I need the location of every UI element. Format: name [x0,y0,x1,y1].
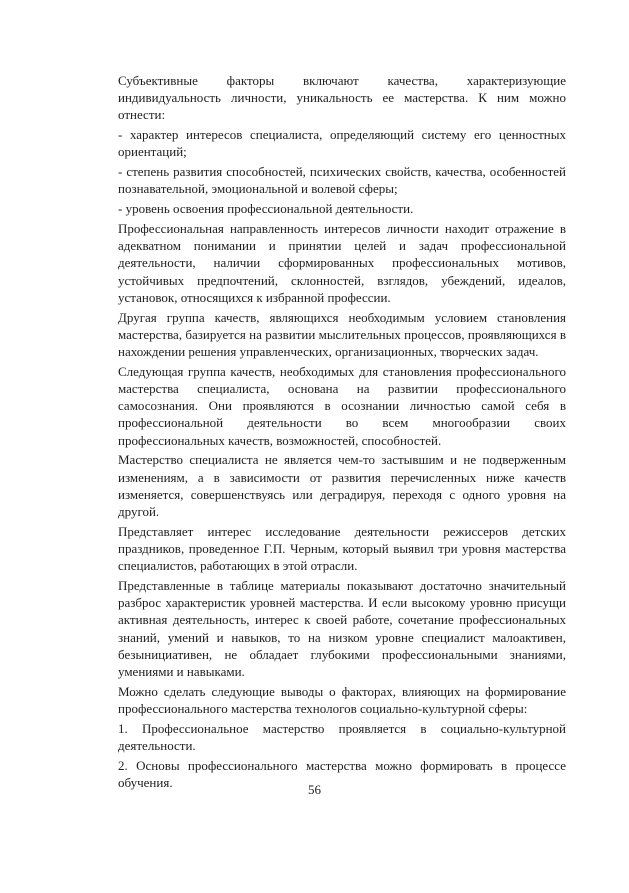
paragraph: Представляет интерес исследование деятельности режиссеров детских праздников, проведенное Г.П. Черным, который выявил три уровня мастерства специалистов, работающих в этой отрасли. [118,523,566,574]
list-item: - степень развития способностей, психических свойств, качества, особенностей познавательной, эмоциональной и волевой сферы; [118,164,566,197]
paragraph: Субъективные факторы включают качества, характеризующие индивидуальность личности, уникальность ее мастерства. К ним можно отнести: [118,73,566,123]
paragraph: Представленные в таблице материалы показывают достаточно значительный разброс характеристик уровней мастерства. И если высокому уровню присущи активная деятельность, интерес к своей работе, сочетание профессиональных знаний, умений и навыков, то на низком уровне специалист малоактивен, безынициативен, не обладает глубокими профессиональными знаниями, умениями и навыками. [118,578,566,680]
paragraph: Профессиональная направленность интересов личности находит отражение в адекватном понимании и принятии целей и задач профессиональной деятельности, наличии сформированных профессиональных мотивов, устойчивых предпочтений, склонностей, взглядов, убеждений, идеалов, установок, относящихся к избранной профессии. [118,221,566,305]
paragraph: Другая группа качеств, являющихся необходимым условием становления мастерства, базируется на развитии мыслительных процессов, проявляющихся в нахождении решения управленческих, организационных, творческих задач. [118,309,566,360]
list-item: 1. Профессиональное мастерство проявляется в социально-культурной деятельности. [118,720,566,754]
paragraph: Следующая группа качеств, необходимых для становления профессионального мастерства специалиста, основана на развитии профессионального самосознания. Они проявляются в осознании личностью самой себя в профессиональной деятельности во всем многообразии своих профессиональных качеств, возможностей, способностей. [118,363,566,448]
paragraph: Можно сделать следующие выводы о факторах, влияющих на формирование профессионального мастерства технологов социально-культурной сферы: [118,683,566,717]
body-text [118,72,566,794]
list-item: - уровень освоения профессиональной деятельности. [118,201,414,217]
page-number: 56 [308,782,321,797]
list-item: - характер интересов специалиста, определяющий систему его ценностных ориентаций; [118,127,566,160]
list-item: 2. Основы профессионального мастерства можно формировать в процессе обучения. [118,757,566,791]
paragraph: Мастерство специалиста не является чем-то застывшим и не подверженным изменениям, а в зависимости от развития перечисленных ниже качеств изменяется, совершенствуясь или деградируя, переходя с одного уровня на другой. [118,452,566,520]
